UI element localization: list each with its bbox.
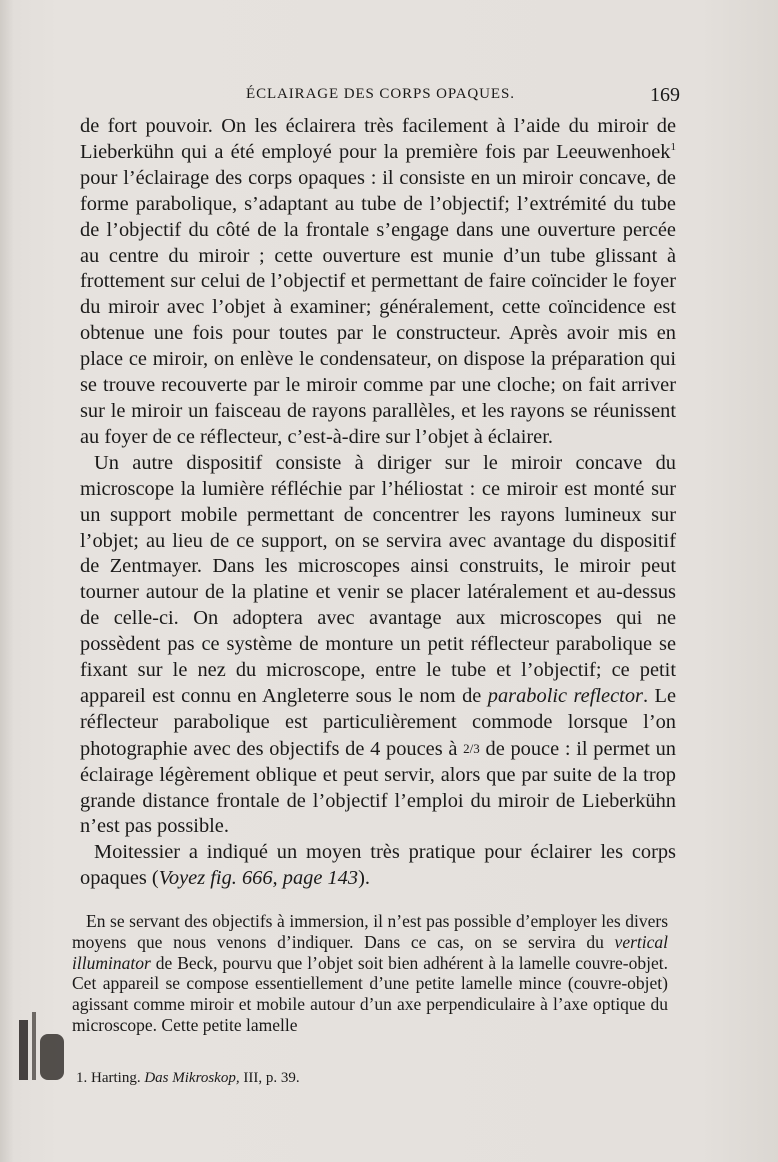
running-title: ÉCLAIRAGE DES CORPS OPAQUES. [246,86,515,102]
paragraph-2-italic: parabolic reflector [487,684,643,707]
paragraph-1-text-b: pour l’éclairage des corps opaques : il consiste en un miroir concave, de forme parabolique, s’adaptant au tube de l’objectif; l’extrémité du tube de l’objectif du côté de la frontale s’engage dans une ouverture percée au centre du miroir ; cette ouverture est munie d’un tube glissant à frottement sur celui de l’objectif et permettant de faire coïncider le foyer du miroir avec l’objet à examiner; généralement, cette coïncidence est obtenue une fois pour toutes par le constructeur. Après avoir mis en place ce miroir, on enlève le condensateur, on dispose la préparation qui se trouve recouverte par le miroir comme par une cloche; on fait arriver sur le miroir un faisceau de rayons parallèles, et les rayons se réunissent au foyer de ce réflecteur, c’est-à-dire sur l’objet à éclairer. [80,166,676,448]
note-text-b: de Beck, pourvu que l’objet soit bien adhérent à la lamelle couvre-objet. Cet appareil se compose essentiellement d’une petite lamelle mince (couvre-objet) agissant comme miroir et mobile autour d’un axe perpendiculaire à l’axe optique du microscope. Cette petite lamelle [72,952,668,1035]
footnote-number: 1. Harting. [76,1070,141,1086]
footnote-reference: 1 [670,141,676,154]
paragraph-2-text-a: Un autre dispositif consiste à diriger sur le miroir concave du microscope la lumière réfléchie par l’héliostat : ce miroir est monté sur un support mobile permettant de concentrer les rayons lumineux sur l’objet; au lieu de ce support, on se servira avec avantage du dispositif de Zentmayer. Dans les microscopes ainsi construits, le miroir peut tourner autour de la platine et venir se placer latéralement et au-dessus de celle-ci. On adoptera avec avantage aux microscopes qui ne possèdent pas ce système de monture un petit réflecteur parabolique se fixant sur le nez du microscope, entre le tube et l’objectif; ce petit appareil est connu en Angleterre sous le nom de [80,451,676,707]
footnote-volume: III [243,1070,259,1086]
paragraph-2-text-b: . Le réflecteur parabolique est particulièrement commode lorsque l’on photographie avec des objectifs de 4 pouces à [80,684,677,760]
footnote [76,1070,300,1087]
page-header [240,84,680,110]
note-text-a: En se servant des objectifs à immersion, il n’est pas possible d’employer les divers moyens que nous venons d’indiquer. Dans ce cas, on se servira du [72,911,668,952]
paragraph-3-text-a: Moitessier a indiqué un moyen très pratique pour éclairer les corps opaques ( [80,841,676,890]
note-paragraph [72,911,668,1036]
note-italic: vertical illuminator [72,931,668,973]
page-number: 169 [650,84,680,106]
footnote-title: Das Mikroskop, [144,1070,240,1086]
main-text [80,114,676,892]
paragraph-2 [80,451,676,841]
paragraph-3 [80,840,676,892]
binding-shadow-mark [16,1010,68,1082]
paragraph-2-text-c: de pouce : il permet un éclairage légèrement oblique et peut servir, alors que par suite de la trop grande distance frontale de l’objectif l’emploi du miroir de Lieberkühn n’est pas possible. [80,737,676,838]
paragraph-3-text-b: ). [358,867,370,890]
fraction: 2/3 [463,740,480,756]
footnote-page: , p. 39. [258,1070,300,1086]
paragraph-1-text-a: de fort pouvoir. On les éclairera très facilement à l’aide du miroir de Lieberkühn qui a été employé pour la première fois par Leeuwenhoek [80,115,676,163]
small-print-note [72,911,668,1036]
paragraph-3-italic: Voyez fig. 666, page 143 [158,867,359,890]
paragraph-1 [80,114,676,451]
